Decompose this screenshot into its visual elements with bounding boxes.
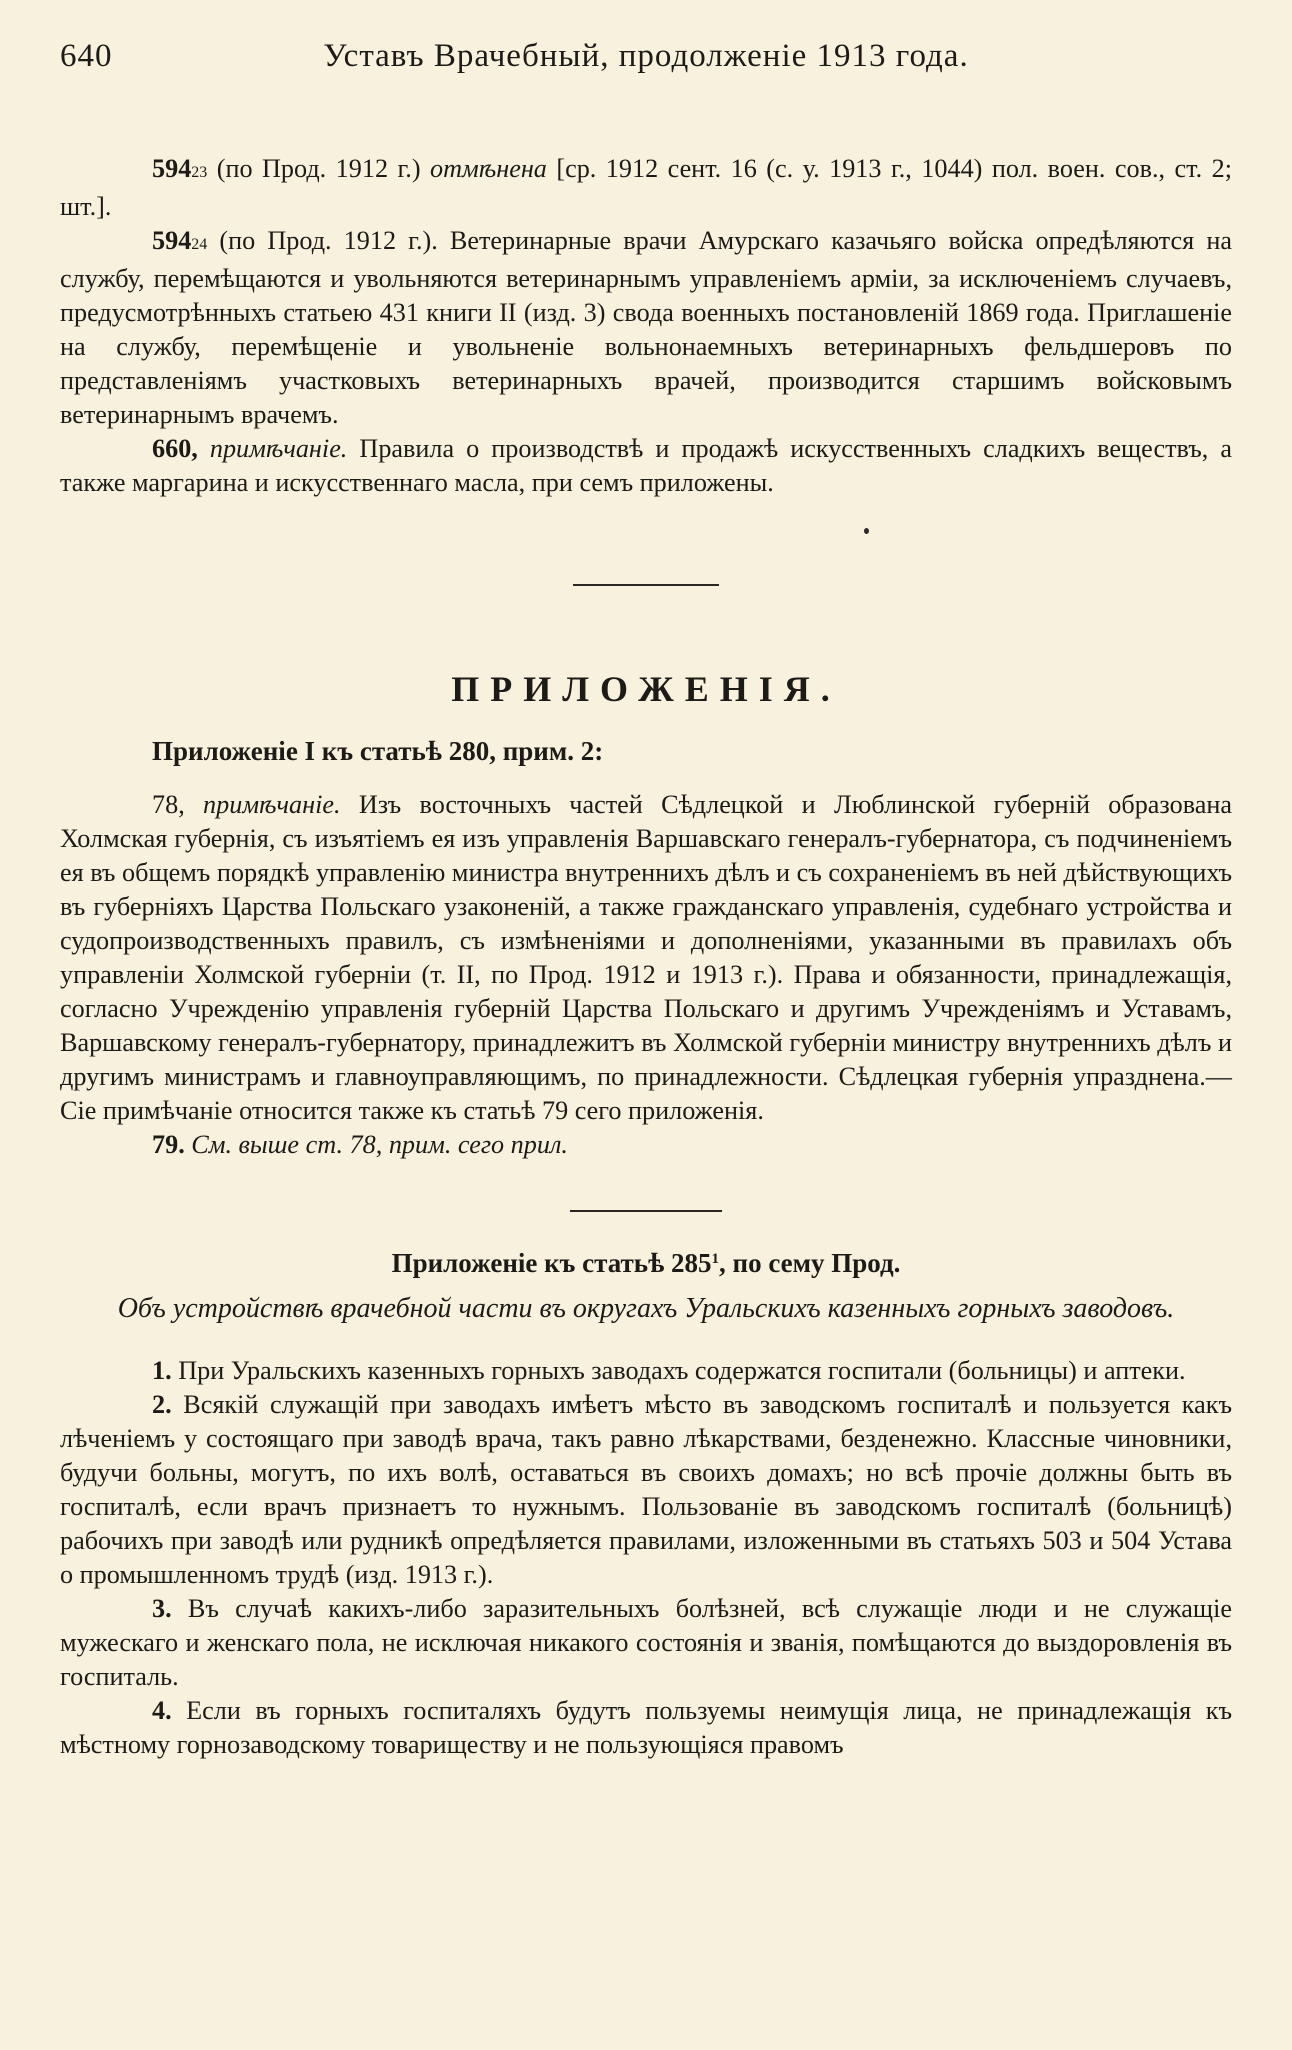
article-text: Правила о производствѣ и продажѣ искусственныхъ сладкихъ веществъ, а также маргарина и искусственнаго масла, при семъ приложены. <box>60 434 1232 497</box>
note-label: примѣчаніе. <box>184 790 341 819</box>
article-subnumber: 24 <box>191 236 208 253</box>
item-number: 3. <box>152 1594 172 1623</box>
note-78 <box>60 788 1232 1128</box>
note-label: примѣчаніе. <box>197 434 348 463</box>
note-79 <box>60 1128 1232 1162</box>
page-number: 640 <box>60 38 113 74</box>
note-text: Изъ восточныхъ частей Сѣдлецкой и Люблинской губерній образована Холмская губернія, съ изъятіемъ ея изъ управленія Варшавскаго генералъ-губернатора, съ подчиненіемъ ея въ общемъ порядкѣ управленію министра внутреннихъ дѣлъ и съ сохраненіемъ въ ней дѣйствующихъ въ губерніяхъ Царства Польскаго узаконеній, а также гражданскаго управленія, судебнаго устройства и судопроизводственныхъ правилъ, съ измѣненіями и дополненіями, указанными въ правилахъ объ управленіи Холмской губерніи (т. II, по Прод. 1912 и 1913 г.). Права и обязанности, принадлежащія, согласно Учрежденію управленія губерній Царства Польскаго и другимъ Учрежденіямъ и Уставамъ, Варшавскому генералъ-губернатору, принадлежитъ въ Холмской губерніи министру внутреннихъ дѣлъ и другимъ министрамъ и главноуправляющимъ, по принадлежности. Сѣдлецкая губернія упразднена.—Сіе примѣчаніе относится также къ статьѣ 79 сего приложенія. <box>60 790 1232 1125</box>
article-text: [ср. 1912 сент. 16 (с. у. 1913 г., 1044) пол. воен. сов., ст. 2; шт.]. <box>60 154 1232 221</box>
item-text: Въ случаѣ какихъ-либо заразительныхъ болѣзней, всѣ служащіе люди и не служащіе мужескаго и женскаго пола, не исключая никакого состоянія и званія, помѣщаются до выздоровленія въ госпиталь. <box>60 1594 1232 1691</box>
article-number: 79. <box>152 1130 185 1159</box>
heading-superscript: 1 <box>711 1251 720 1267</box>
appendices-title: ПРИЛОЖЕНІЯ. <box>451 669 841 709</box>
item-text: Если въ горныхъ госпиталяхъ будутъ пользуемы неимущія лица, не принадлежащія къ мѣстному горнозаводскому товариществу и не пользующіяся правомъ <box>60 1696 1232 1759</box>
item-number: 4. <box>152 1696 172 1725</box>
article-660-note <box>60 432 1232 500</box>
list-item <box>60 1694 1232 1762</box>
list-item <box>60 1354 1232 1388</box>
article-lead: (по Прод. 1912 г.) <box>207 154 431 183</box>
cross-reference: См. выше ст. 78, прим. сего прил. <box>184 1130 568 1159</box>
running-title: Уставъ Врачебный, продолженіе 1913 года. <box>323 38 969 74</box>
section-divider <box>570 1210 722 1212</box>
appendix-2-items <box>60 1354 1232 1762</box>
article-number: 594 <box>152 226 192 255</box>
article-number: 594 <box>152 154 192 183</box>
item-number: 2. <box>152 1390 172 1419</box>
section-divider <box>573 584 719 586</box>
article-subnumber: 23 <box>191 164 208 181</box>
heading-text: Приложеніе къ статьѣ 285 <box>391 1248 712 1278</box>
article-number: 660, <box>152 434 198 463</box>
article-number: 78, <box>152 790 185 819</box>
item-number: 1. <box>152 1356 172 1385</box>
list-item <box>60 1592 1232 1694</box>
heading-suffix: , по сему Прод. <box>719 1248 901 1278</box>
page-header <box>60 38 1232 84</box>
appendix-2-title: Объ устройствѣ врачебной части въ округахъ Уральскихъ казенныхъ горныхъ заводовъ. <box>117 1293 1175 1324</box>
article-status: отмѣнена <box>430 154 547 183</box>
article-text: (по Прод. 1912 г.). Ветеринарные врачи Амурскаго казачьяго войска опредѣляются на службу, перемѣщаются и увольняются ветеринарнымъ управленіемъ арміи, за исключеніемъ случаевъ, предусмотрѣнныхъ статьею 431 книги II (изд. 3) свода военныхъ постановленій 1869 года. Приглашеніе на службу, перемѣщеніе и увольненіе вольнонаемныхъ ветеринарныхъ фельдшеровъ по представленіямъ участковыхъ ветеринарныхъ врачей, производится старшимъ войсковымъ ветеринарнымъ врачемъ. <box>60 226 1232 429</box>
article-594-24 <box>60 224 1232 432</box>
appendix-2-heading <box>60 1242 1232 1280</box>
item-text: Всякій служащій при заводахъ имѣетъ мѣсто въ заводскомъ госпиталѣ и пользуется какъ лѣченіемъ у состоящаго при заводѣ врача, такъ равно лѣкарствами, безденежно. Классные чиновники, будучи больны, могутъ, по ихъ волѣ, оставаться въ своихъ домахъ; но всѣ прочіе должны быть въ госпиталѣ, если врачъ признаетъ то нужнымъ. Пользованіе въ заводскомъ госпиталѣ (больницѣ) рабочихъ при заводѣ или рудникѣ опредѣляется правилами, изложенными въ статьяхъ 503 и 504 Устава о промышленномъ трудѣ (изд. 1913 г.). <box>60 1390 1232 1589</box>
document-body <box>60 152 1232 1762</box>
list-item <box>60 1388 1232 1592</box>
article-594-23 <box>60 152 1232 224</box>
appendix-1-heading: Приложеніе I къ статьѣ 280, прим. 2: <box>152 736 604 766</box>
item-text: При Уральскихъ казенныхъ горныхъ заводахъ содержатся госпитали (больницы) и аптеки. <box>171 1356 1186 1385</box>
ink-speck <box>864 528 869 534</box>
